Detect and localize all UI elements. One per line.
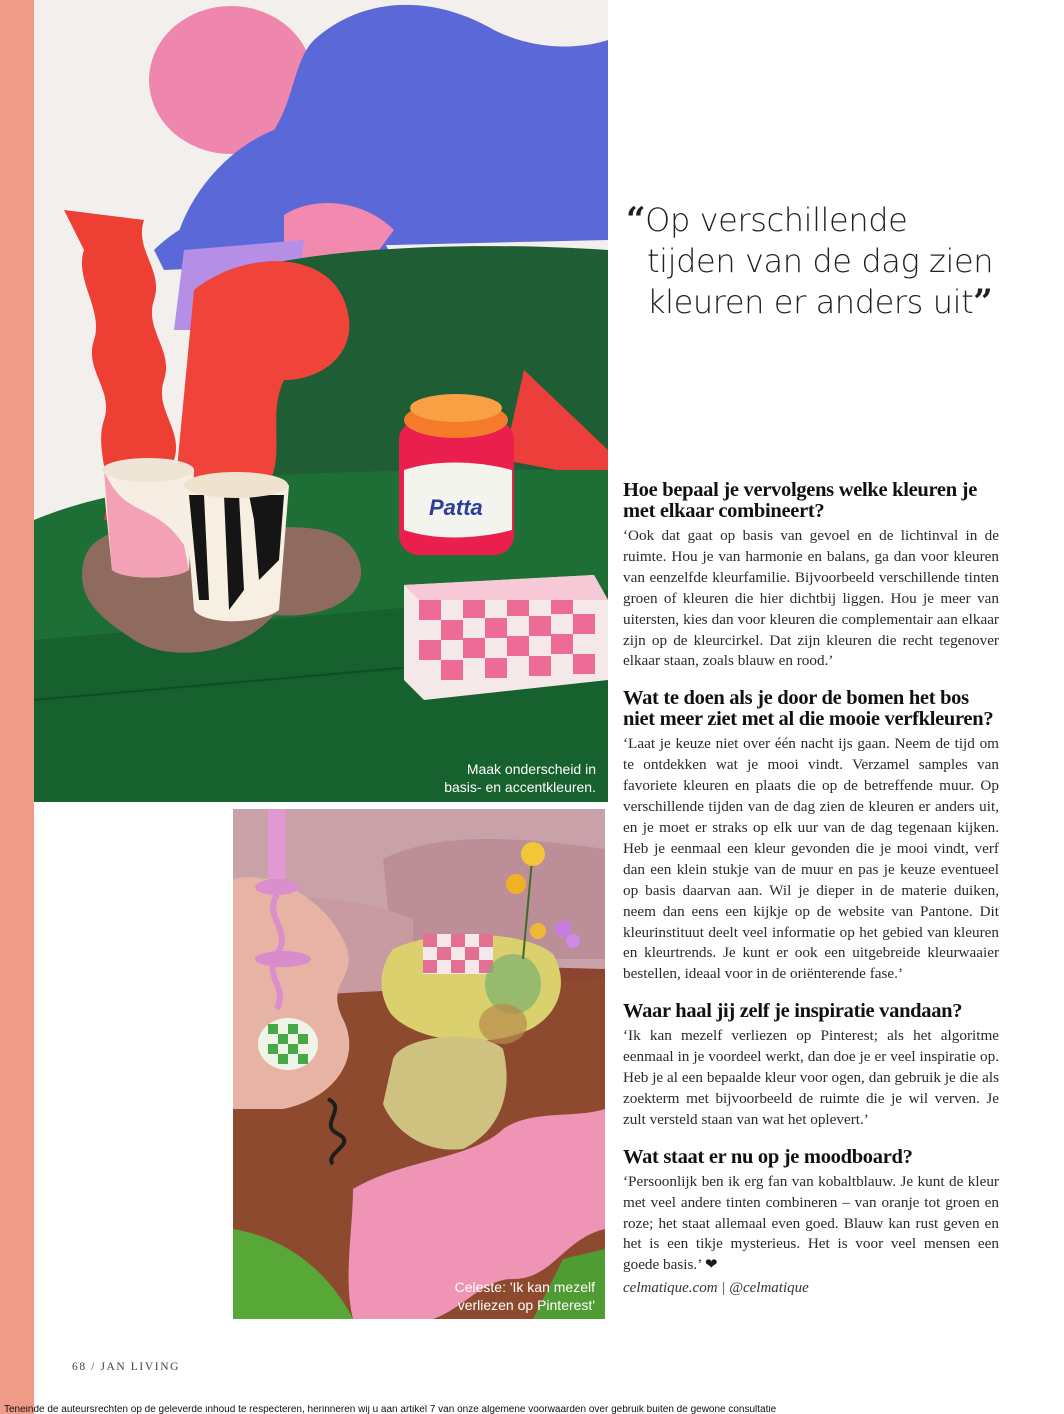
- article-section: [623, 1001, 999, 1131]
- section-body: ‘Ook dat gaat op basis van gevoel en de lichtinval in de ruimte. Hou je van harmonie en balans, ga dan voor kleuren van eenzelfde kleurfamilie. Bijvoorbeeld verschillende tinten groen of kleuren die hier dichtbij liggen. Hou je meer van uitersten, kies dan voor kleuren die complementair aan elkaar zijn op de kleurcirkel. Dat zijn kleuren die recht tegenover elkaar staan, zoals blauw en rood.’: [623, 527, 999, 670]
- pull-quote-line-3: kleuren er anders uit”: [647, 282, 993, 322]
- article-section: [623, 1147, 999, 1277]
- section-heading: Hoe bepaal je vervolgens welke kleuren je met elkaar combineert?: [623, 479, 977, 522]
- photo-colorful-still-life: [34, 0, 608, 802]
- pull-quote-line-1: “Op verschillende: [626, 200, 908, 240]
- article-section: [623, 688, 999, 985]
- section-body: ‘Ik kan mezelf verliezen op Pinterest; als het algoritme eenmaal in je voordeel werkt, dan doe je er veel inspiratie op. Heb je al een bepaalde kleur voor ogen, dan gebruik je die als zoekterm met bijvoorbeeld de ruimte die je wil verven. Je zult versteld staan van wat het oplevert.’: [623, 1027, 999, 1128]
- author-credit: [623, 1280, 999, 1297]
- pull-quote: [626, 200, 1046, 323]
- social-handle-link[interactable]: @celmatique: [729, 1280, 809, 1297]
- section-heading: Waar haal jij zelf je inspiratie vandaan?: [623, 1000, 963, 1023]
- heart-icon: ❤: [704, 1256, 718, 1274]
- open-quote-mark: “: [626, 200, 646, 240]
- checker-candle-shape: [404, 575, 608, 700]
- article-section: [623, 480, 999, 672]
- page-folio: 68 / JAN LIVING: [72, 1361, 181, 1373]
- close-quote-mark: ”: [973, 282, 993, 322]
- photo-caption-1: Maak onderscheid in basis- en accentkleuren.: [444, 761, 596, 795]
- pull-quote-line-2: tijden van de dag zien: [647, 242, 994, 280]
- article-body: [623, 480, 999, 1297]
- section-heading: Wat staat er nu op je moodboard?: [623, 1145, 913, 1168]
- side-tables-illustration: [233, 809, 605, 1319]
- photo-caption-2: Celeste: 'Ik kan mezelf verliezen op Pinterest': [454, 1279, 595, 1313]
- section-body: ‘Persoonlijk ben ik erg fan van kobaltblauw. Je kunt de kleur met veel andere tinten combineren – van oranje tot groen en roze; het staat allemaal even goed. Blauw kan rust geven en het is een tikje mysterieus. Het is voor veel mensen een goede basis.’ ❤: [623, 1172, 999, 1274]
- tin-label: Patta: [429, 495, 483, 520]
- section-body: ‘Laat je keuze niet over één nacht ijs gaan. Neem de tijd om te ontdekken wat je mooi vindt. Verzamel samples van favoriete kleuren en plaats die op de betreffende muur. Op verschillende tijden van de dag zien de kleuren er anders uit, en je moet er straks op elk uur van de dag tegenaan kijken. Heb je eenmaal een kleur gevonden die je mooi vindt, verf dan een klein stukje van de muur en pas je keuze eventueel op basis daarvan aan. Wil je dieper in de materie duiken, neem dan eens een kijkje op de website van Pantone. Dit kleurinstituut deelt veel informatie op het gebied van kleuren en kleurtrends. Je kunt er ook een uitgebreide kleurwaaier bestellen, ideaal voor in de oriënterende fase.’: [623, 735, 999, 983]
- website-link[interactable]: celmatique.com: [623, 1280, 718, 1297]
- copyright-notice: Teneinde de auteursrechten op de geleverde inhoud te respecteren, herinneren wij u aan artikel 7 van onze algemene voorwaarden over gebruik buiten de gewone consultatie: [4, 1405, 777, 1414]
- credit-separator: |: [721, 1280, 726, 1297]
- section-heading: Wat te doen als je door de bomen het bos niet meer ziet met al die mooie verfkleuren?: [623, 687, 994, 731]
- still-life-illustration: [34, 0, 608, 802]
- page-edge-color-strip: [0, 0, 34, 1414]
- photo-pink-side-tables: [233, 809, 605, 1319]
